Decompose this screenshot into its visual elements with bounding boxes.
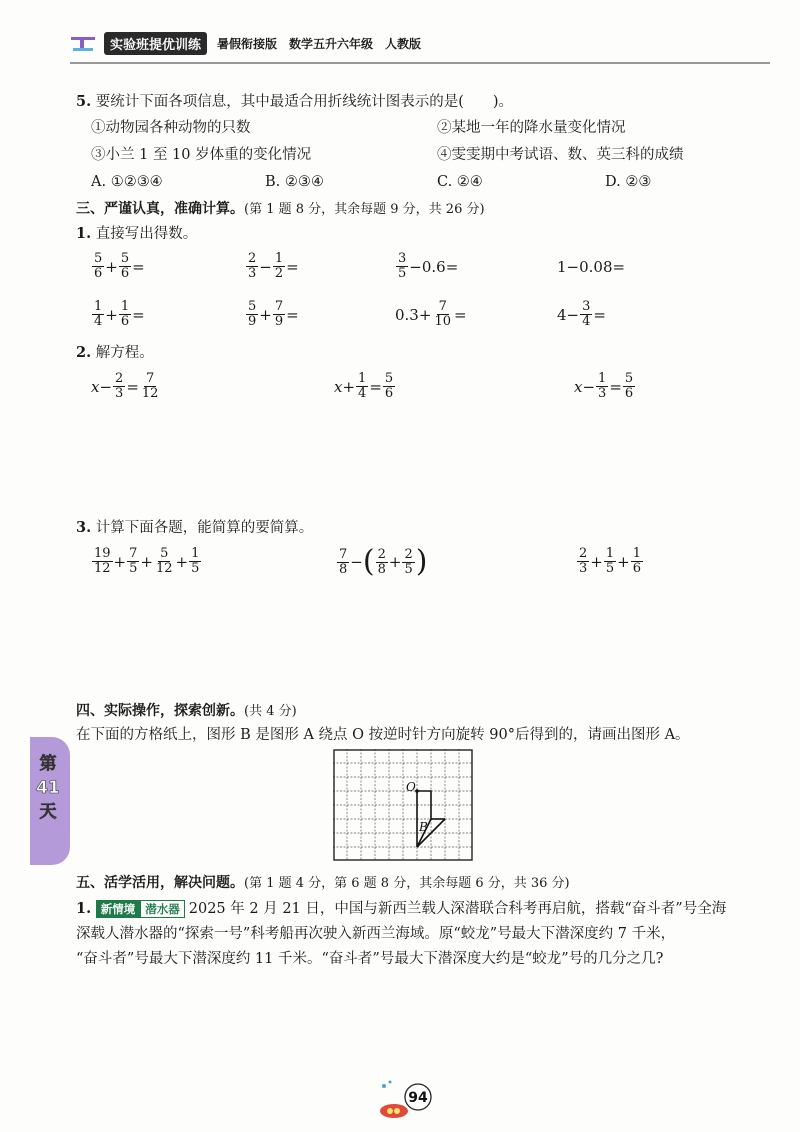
section-4-title <box>76 700 297 720</box>
s3-q2-number: 2. <box>76 344 92 361</box>
page-number: 94 <box>408 1090 428 1106</box>
calc-r2-e4 <box>557 300 606 329</box>
section-4-note: (共 4 分) <box>244 704 297 719</box>
q5-number: 5. <box>76 93 92 110</box>
section-3-note: (第 1 题 8 分，其余每题 9 分，共 26 分) <box>244 202 485 217</box>
equals: = <box>453 305 467 324</box>
page-number-badge <box>380 1080 450 1120</box>
denominator: 12 <box>94 561 111 576</box>
denominator: 5 <box>605 561 615 576</box>
calc-r1-e4 <box>557 258 625 276</box>
denominator: 5 <box>129 561 138 576</box>
s5-q1-line2: 深载人潜水器的“探索一号”科考船再次驶入新西兰海域。原“蛟龙”号最大下潜深度约 7 千米， <box>76 926 676 942</box>
operator: − <box>350 553 363 571</box>
q5-option-3: ③小兰 1 至 10 岁体重的变化情况 <box>91 147 312 163</box>
s3-q3-title <box>76 518 313 538</box>
s3-q1-title <box>76 224 197 244</box>
calc-r2-e3 <box>395 300 467 329</box>
numerator: 19 <box>94 546 111 561</box>
s5-q1-number: 1. <box>76 900 92 917</box>
fraction <box>92 300 104 329</box>
porthole-icon <box>394 1108 400 1114</box>
section-3-title <box>76 198 485 218</box>
numerator: 5 <box>384 371 394 386</box>
equals: = <box>286 257 299 276</box>
fraction <box>376 548 388 577</box>
fraction <box>577 547 589 576</box>
denominator: 12 <box>155 561 173 576</box>
fraction <box>140 372 161 401</box>
denominator: 6 <box>120 266 130 281</box>
section-5-note: (第 1 题 4 分，第 6 题 8 分，其余每题 6 分，共 36 分) <box>244 876 570 891</box>
q5-option-2: ②某地一年的降水量变化情况 <box>437 120 626 136</box>
fraction <box>432 300 453 329</box>
numerator: 2 <box>404 546 413 562</box>
left-paren: ( <box>362 544 375 579</box>
equation-3 <box>574 372 636 401</box>
submarine-badge: 潜水器 <box>140 900 185 918</box>
fraction <box>113 372 125 401</box>
numerator: 1 <box>632 546 641 561</box>
fraction <box>402 548 414 577</box>
expression-rest: −0.6= <box>409 257 459 276</box>
numerator: 1 <box>94 299 103 314</box>
q5-choice-d: D. ②③ <box>605 174 652 190</box>
denominator: 3 <box>248 266 257 281</box>
q5-option-1: ①动物园各种动物的只数 <box>91 120 251 136</box>
numerator: 5 <box>94 251 103 266</box>
expression-text: 1−0.08= <box>557 258 626 276</box>
numerator: 7 <box>146 371 155 386</box>
fraction <box>246 300 258 329</box>
section-3-heading: 三、严谨认真，准确计算。 <box>76 201 244 217</box>
label-o: O <box>406 780 416 794</box>
section-5-heading: 五、活学活用，解决问题。 <box>76 875 244 891</box>
operator: + <box>105 257 118 276</box>
q5-choice-a: A. ①②③④ <box>91 174 163 190</box>
denominator: 8 <box>377 561 386 577</box>
denominator: 5 <box>398 266 407 281</box>
operator: − <box>259 257 272 276</box>
numerator: 2 <box>248 251 257 266</box>
s3-q1-number: 1. <box>76 225 92 242</box>
fraction <box>273 252 285 281</box>
fraction <box>623 372 635 401</box>
denominator: 8 <box>339 561 348 577</box>
equation-1 <box>91 372 161 401</box>
operator: + <box>388 553 402 571</box>
operator: + <box>590 552 603 571</box>
numerator: 3 <box>582 299 591 314</box>
right-paren: ) <box>415 544 428 579</box>
numerator: 2 <box>115 371 124 386</box>
numerator: 5 <box>624 371 634 386</box>
denominator: 5 <box>404 561 413 577</box>
fraction <box>189 547 201 576</box>
expression-prefix: 4− <box>557 305 580 324</box>
equals: = <box>126 377 139 396</box>
denominator: 4 <box>582 314 591 329</box>
denominator: 9 <box>274 314 284 329</box>
calc-r1-e1 <box>91 252 145 281</box>
numerator: 2 <box>579 546 588 561</box>
denominator: 6 <box>624 386 634 401</box>
label-b: B <box>419 820 428 834</box>
equals: = <box>132 257 145 276</box>
s3-q3-number: 3. <box>76 519 92 536</box>
fraction <box>604 547 616 576</box>
fraction <box>127 547 139 576</box>
bubble-icon <box>382 1084 386 1088</box>
operator: − <box>582 377 596 396</box>
bubble-icon <box>389 1081 392 1084</box>
equals: = <box>132 305 145 324</box>
calc3-3 <box>576 547 644 576</box>
denominator: 9 <box>248 314 257 329</box>
new-context-badge: 新情境 <box>96 900 141 918</box>
s3-q2-text: 解方程。 <box>95 345 154 361</box>
brand <box>70 32 421 55</box>
denominator: 3 <box>598 386 607 401</box>
denominator: 3 <box>579 561 588 576</box>
section-5-title <box>76 872 570 892</box>
operator: + <box>617 552 630 571</box>
equals: = <box>286 305 299 324</box>
fraction <box>92 547 113 576</box>
operator: + <box>140 552 153 571</box>
numerator: 3 <box>398 251 407 266</box>
fraction <box>396 252 408 281</box>
q5-option-4: ④雯雯期中考试语、数、英三科的成绩 <box>437 147 684 163</box>
denominator: 3 <box>115 386 124 401</box>
header-divider <box>70 62 770 64</box>
equals: = <box>593 305 606 324</box>
numerator: 7 <box>129 546 138 561</box>
fraction <box>580 300 592 329</box>
fraction <box>383 372 395 401</box>
fraction <box>631 547 643 576</box>
edition-label: 暑假衔接版 <box>217 37 278 51</box>
denominator: 12 <box>141 386 159 401</box>
operator: + <box>105 305 118 324</box>
numerator: 5 <box>120 251 130 266</box>
numerator: 5 <box>248 299 257 314</box>
q5-choice-b: B. ②③④ <box>265 174 324 190</box>
fraction <box>356 372 368 401</box>
publisher-label: 人教版 <box>385 37 422 51</box>
calc-r2-e2 <box>245 300 299 329</box>
section-4-text: 在下面的方格纸上，图形 B 是图形 A 绕点 O 按逆时针方向旋转 90°后得到的，请画出图形 A。 <box>76 727 690 743</box>
calc3-2 <box>336 544 428 579</box>
denominator: 6 <box>384 386 394 401</box>
equals: = <box>369 377 382 396</box>
page-header <box>70 30 770 64</box>
numerator: 5 <box>160 546 169 561</box>
expression-prefix: 0.3+ <box>395 305 432 324</box>
fraction <box>246 252 258 281</box>
s5-q1-line3: “奋斗者”号最大下潜深度约 11 千米。“奋斗者”号最大下潜深度大约是“蛟龙”号的几分之几? <box>76 951 664 967</box>
day-tab-label: 第41天 <box>36 754 60 822</box>
numerator: 1 <box>274 251 284 266</box>
q5-stem <box>76 92 513 112</box>
fraction <box>273 300 285 329</box>
numerator: 2 <box>377 546 386 562</box>
calc-r2-e1 <box>91 300 145 329</box>
variable: x <box>334 377 343 396</box>
numerator: 1 <box>191 546 200 561</box>
numerator: 7 <box>274 299 284 314</box>
fraction <box>154 547 175 576</box>
operator: − <box>99 377 113 396</box>
denominator: 10 <box>434 314 451 329</box>
numerator: 1 <box>605 546 615 561</box>
s3-q1-text: 直接写出得数。 <box>95 226 198 242</box>
denominator: 6 <box>632 561 641 576</box>
s5-q1-line1 <box>76 899 726 919</box>
porthole-icon <box>387 1108 393 1114</box>
brand-logo-icon <box>70 35 100 53</box>
numerator: 1 <box>598 371 607 386</box>
denominator: 5 <box>191 561 200 576</box>
equals: = <box>609 377 622 396</box>
fraction <box>119 300 131 329</box>
variable: x <box>91 377 100 396</box>
subject-label: 数学五升六年级 <box>289 37 374 51</box>
grid-paper <box>333 749 473 861</box>
numerator: 7 <box>438 299 447 314</box>
fraction <box>92 252 104 281</box>
denominator: 2 <box>274 266 284 281</box>
equation-2 <box>334 372 396 401</box>
calc-r1-e3 <box>395 252 458 281</box>
calc3-1 <box>91 547 202 576</box>
s5-q1-text-1: 2025 年 2 月 21 日，中国与新西兰载人深潜联合科考再启航，搭载“奋斗者”号全海 <box>188 901 727 917</box>
numerator: 7 <box>339 546 348 562</box>
fraction <box>119 252 131 281</box>
q5-choice-c: C. ②④ <box>437 174 483 190</box>
operator: + <box>259 305 272 324</box>
operator: + <box>113 552 127 571</box>
fraction <box>596 372 608 401</box>
numerator: 1 <box>358 371 367 386</box>
denominator: 4 <box>358 386 367 401</box>
variable: x <box>574 377 583 396</box>
operator: + <box>175 552 189 571</box>
fraction <box>337 548 349 577</box>
denominator: 6 <box>94 266 103 281</box>
q5-text: 要统计下面各项信息，其中最适合用折线统计图表示的是( )。 <box>95 94 514 110</box>
numerator: 1 <box>120 299 130 314</box>
section-4-heading: 四、实际操作，探索创新。 <box>76 703 244 719</box>
denominator: 6 <box>120 314 130 329</box>
denominator: 4 <box>94 314 103 329</box>
brand-title: 实验班提优训练 <box>104 32 207 55</box>
s3-q3-text: 计算下面各题，能简算的要简算。 <box>95 520 314 536</box>
s3-q2-title <box>76 343 154 363</box>
operator: + <box>342 377 356 396</box>
calc-r1-e2 <box>245 252 299 281</box>
